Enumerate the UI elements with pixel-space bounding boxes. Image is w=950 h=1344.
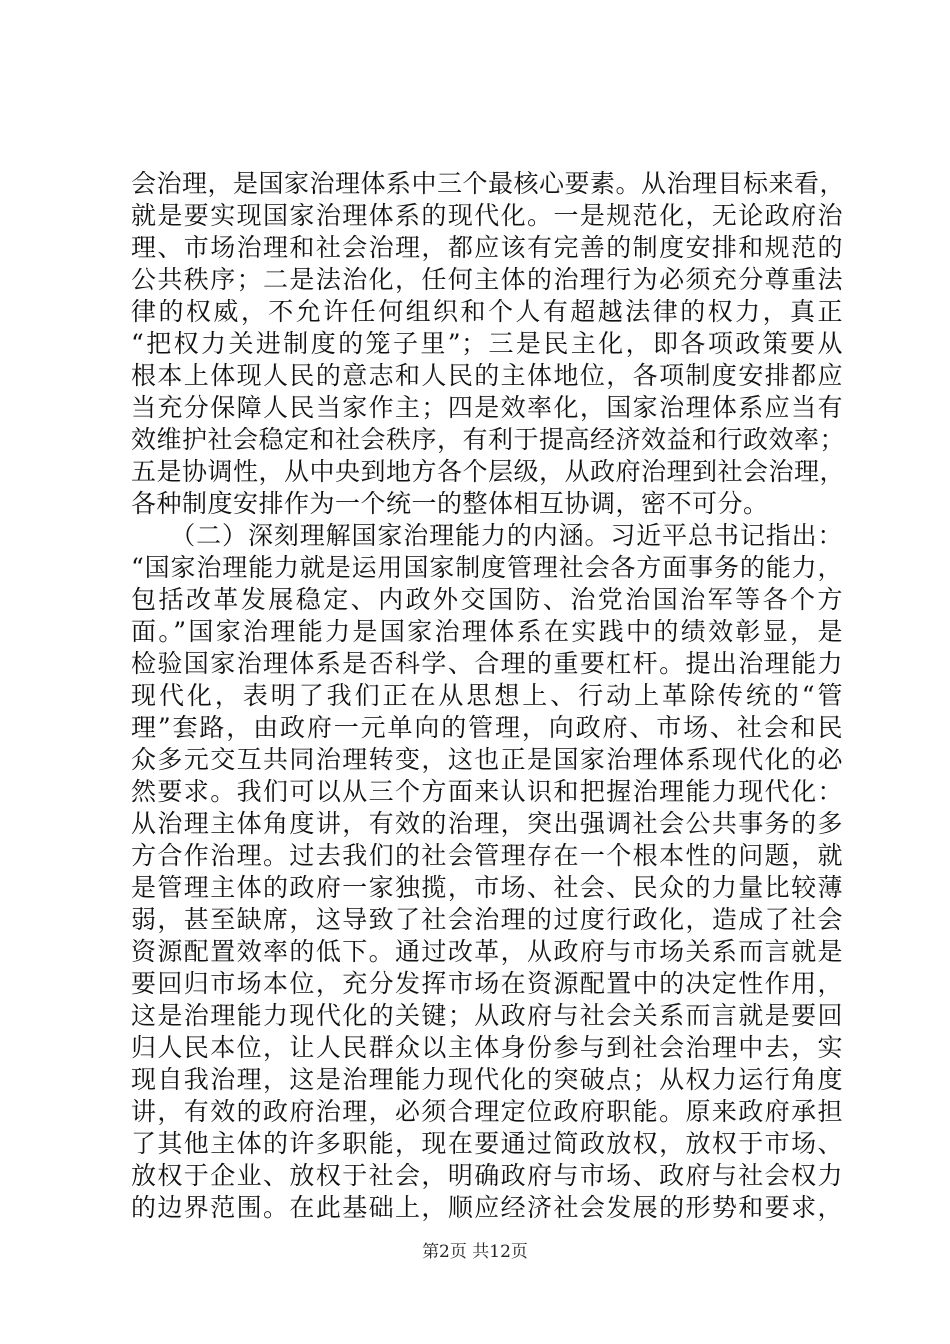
text-line: 就是要实现国家治理体系的现代化。一是规范化，无论政府治	[131, 201, 843, 230]
text-line: 弱，甚至缺席，这导致了社会治理的过度行政化，造成了社会	[131, 905, 843, 934]
text-line: 资源配置效率的低下。通过改革，从政府与市场关系而言就是	[131, 937, 843, 966]
text-line: 效维护社会稳定和社会秩序，有利于提高经济效益和行政效率；	[131, 425, 846, 454]
text-line: “把权力关进制度的笼子里”；三是民主化，即各项政策要从	[131, 329, 843, 358]
text-line: 是管理主体的政府一家独揽，市场、社会、民众的力量比较薄	[131, 873, 843, 902]
text-line: 理、市场治理和社会治理，都应该有完善的制度安排和规范的	[131, 233, 843, 262]
text-line: 了其他主体的许多职能，现在要通过简政放权，放权于市场、	[131, 1129, 843, 1158]
text-line: 现代化，表明了我们正在从思想上、行动上革除传统的“管	[131, 681, 843, 710]
text-line: 检验国家治理体系是否科学、合理的重要杠杆。提出治理能力	[131, 649, 843, 678]
text-line: 各种制度安排作为一个统一的整体相互协调，密不可分。	[131, 489, 769, 518]
text-line: 要回归市场本位，充分发挥市场在资源配置中的决定性作用，	[131, 969, 843, 998]
text-line: 包括改革发展稳定、内政外交国防、治党治国治军等各个方	[131, 585, 843, 614]
page-footer: 第2页 共12页	[422, 1242, 528, 1262]
body-text	[131, 168, 846, 1224]
text-line: 公共秩序；二是法治化，任何主体的治理行为必须充分尊重法	[131, 265, 843, 294]
text-line: “国家治理能力就是运用国家制度管理社会各方面事务的能力，	[131, 553, 843, 582]
text-line: 会治理，是国家治理体系中三个最核心要素。从治理目标来看，	[131, 169, 846, 198]
text-line: 五是协调性，从中央到地方各个层级，从政府治理到社会治理，	[131, 457, 846, 486]
text-line: 然要求。我们可以从三个方面来认识和把握治理能力现代化：	[131, 777, 843, 806]
text-line: 放权于企业、放权于社会，明确政府与市场、政府与社会权力	[131, 1161, 843, 1190]
text-line: 方合作治理。过去我们的社会管理存在一个根本性的问题，就	[131, 841, 843, 870]
text-line: 律的权威，不允许任何组织和个人有超越法律的权力，真正	[131, 297, 843, 326]
text-line: 根本上体现人民的意志和人民的主体地位，各项制度安排都应	[131, 361, 843, 390]
text-line: 讲，有效的政府治理，必须合理定位政府职能。原来政府承担	[131, 1097, 843, 1126]
text-line: 当充分保障人民当家作主；四是效率化，国家治理体系应当有	[131, 393, 843, 422]
text-line: （二）深刻理解国家治理能力的内涵。习近平总书记指出：	[131, 521, 843, 550]
text-line: 众多元交互共同治理转变，这也正是国家治理体系现代化的必	[131, 745, 843, 774]
text-line: 面。”国家治理能力是国家治理体系在实践中的绩效彰显，是	[131, 617, 843, 646]
text-line: 这是治理能力现代化的关键；从政府与社会关系而言就是要回	[131, 1001, 843, 1030]
text-line: 现自我治理，这是治理能力现代化的突破点；从权力运行角度	[131, 1065, 843, 1094]
text-line: 理”套路，由政府一元单向的管理，向政府、市场、社会和民	[131, 713, 843, 742]
text-line: 从治理主体角度讲，有效的治理，突出强调社会公共事务的多	[131, 809, 843, 838]
text-line: 的边界范围。在此基础上，顺应经济社会发展的形势和要求，	[131, 1193, 843, 1222]
text-line: 归人民本位，让人民群众以主体身份参与到社会治理中去，实	[131, 1033, 843, 1062]
